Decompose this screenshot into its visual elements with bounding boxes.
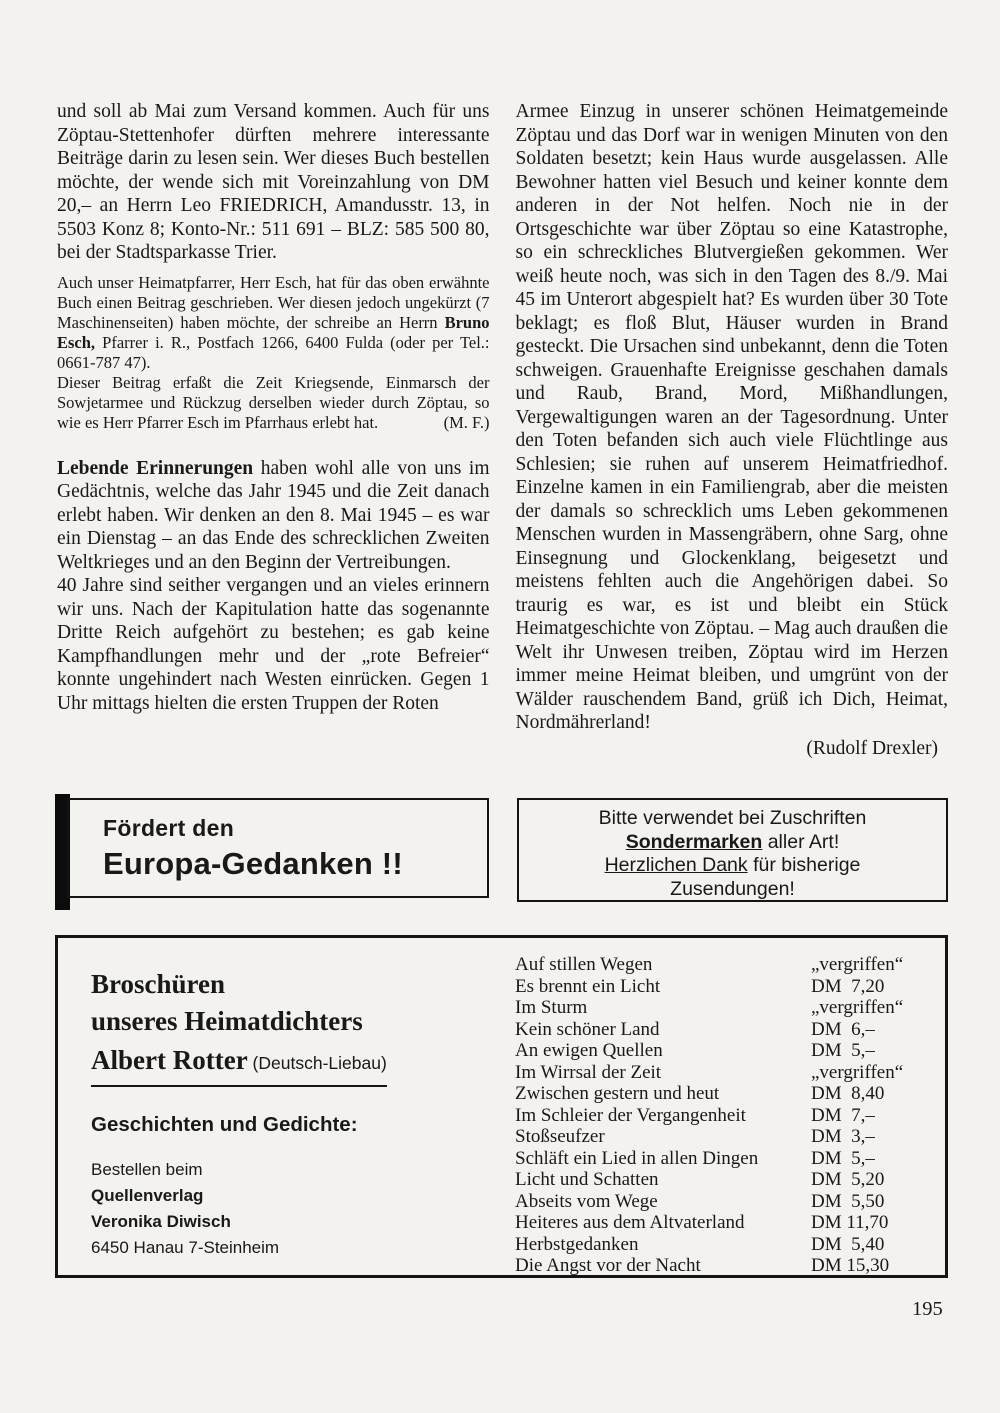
booklet-row — [515, 1169, 923, 1191]
broschueren-heading-1: Broschüren — [91, 969, 226, 999]
booklet-title: Auf stillen Wegen — [515, 954, 653, 975]
note-text-after: Pfarrer i. R., Postfach 1266, 6400 Fulda (oder per Tel.: 0661-787 47). — [57, 332, 490, 372]
sondermarken-box — [517, 798, 948, 902]
paragraph-lead-bold: Lebende Erinnerungen — [57, 457, 254, 479]
booklet-row — [515, 1062, 923, 1084]
paragraph-40-jahre: 40 Jahre sind seither vergangen und an vieles erinnern wir uns. Nach der Kapitulation hatte das sogenannte Dritte Reich aufgehört zu bestehen; es gab keine Kampfhandlungen mehr und der „rote Befreier“ konnte ungehindert nach Westen einrücken. Gegen 1 Uhr mittags hielten die ersten Truppen der Roten — [57, 575, 490, 714]
paragraph-esch-note — [57, 273, 490, 373]
paragraph-esch-note-2 — [57, 373, 490, 433]
booklet-row — [515, 1148, 923, 1170]
booklet-row — [515, 1234, 923, 1256]
sondermarken-line-2 — [519, 831, 946, 855]
paragraph-armee-einzug: Armee Einzug in unserer schönen Heimatgemeinde Zöptau und das Dorf war in wenigen Minuten von den Soldaten besetzt; kein Haus wurde ausgelassen. Alle Bewohner hatten viel Besuch und keiner konnte dem anderen in der Not helfen. Noch nie in der Ortsgeschichte war über Zöptau so eine Katastrophe, so ein schreckliches Blutvergießen gekommen. Wer weiß heute noch, was sich in den Tagen des 8./9. Mai 45 im Unterort abgespielt hat? Es wurden über 30 Tote beklagt; es floß Blut, Häuser wurden in Brand gesteckt. Die Ursachen sind unbekannt, denn die Toten schweigen. Grauenhafte Ereignisse geschahen damals und Raub, Brand, Mord, Mißhandlungen, Vergewaltigungen waren an der Tagesordnung. Unter den Toten befanden sich auch viele Flüchtlinge aus Schlesien; sie ruhen auf unserem Heimatfriedhof. Einzelne kamen in ein Familiengrab, aber die meisten der damals so schrecklich ums Leben gekommenen Menschen wurden in Massengräbern, ohne Sarg, ohne Einsegnung und Glockenklang, beigesetzt und meistens fehlten auch die Angehörigen dabei. So traurig es war, es ist und bleibt ein Stück Heimatgeschichte von Zöptau. – Mag auch draußen die Welt ihr Unwesen treiben, Zöptau wird im Herzen immer meine Heimat bleiben, und umgrünt von der Wälder rauschendem Band, grüß ich Dich, Heimat, Nordmährerland! — [515, 101, 948, 733]
booklet-price: DM 5,50 — [811, 1190, 885, 1212]
booklet-title: Schläft ein Lied in allen Dingen — [515, 1147, 759, 1169]
booklet-row — [515, 997, 923, 1019]
broschueren-ad-box — [55, 935, 948, 1278]
sondermarken-line-3-rest: für bisherige — [747, 854, 861, 876]
sondermarken-line-1: Bitte verwendet bei Zuschriften — [598, 807, 867, 829]
sondermarken-line-2-rest: aller Art! — [762, 830, 840, 853]
europa-line-2: Europa-Gedanken !! — [103, 845, 403, 881]
author-underline — [91, 1043, 387, 1087]
booklet-price: DM 5,– — [811, 1040, 875, 1061]
booklet-row — [515, 1191, 923, 1213]
note-text: Dieser Beitrag erfaßt die Zeit Kriegsende, Einmarsch der Sowjetarmee und Rückzug derselben wieder durch Zöptau, so wie es Herr Pfarrer Esch im Pfarrhaus erlebt hat. — [57, 372, 490, 432]
paragraph-lebende-erinnerungen — [57, 457, 490, 575]
booklet-row — [515, 1126, 923, 1148]
publisher-contact: Veronika Diwisch — [91, 1212, 231, 1231]
herzlichen-dank-underlined: Herzlichen Dank — [604, 854, 748, 876]
booklet-title: Die Angst vor der Nacht — [515, 1255, 701, 1276]
booklet-title: Im Sturm — [515, 997, 588, 1018]
broschueren-subtitle: Geschichten und Gedichte: — [91, 1113, 358, 1136]
broschueren-info — [91, 966, 481, 1261]
booklet-row — [515, 1105, 923, 1127]
booklet-price: DM 6,– — [811, 1018, 875, 1040]
booklet-price: DM 8,40 — [811, 1083, 885, 1104]
booklet-title: Im Schleier der Vergangenheit — [515, 1104, 746, 1126]
booklet-price: DM 15,30 — [811, 1255, 890, 1276]
author-line — [91, 1043, 481, 1087]
booklet-title: Abseits vom Wege — [515, 1190, 658, 1212]
booklet-row — [515, 1040, 923, 1062]
europa-line-1: Fördert den — [103, 814, 235, 841]
booklet-price: DM 7,– — [811, 1104, 875, 1126]
booklet-row — [515, 1212, 923, 1234]
article-body — [57, 100, 948, 760]
booklet-price: DM 7,20 — [811, 975, 885, 997]
sondermarken-line-4: Zusendungen! — [670, 877, 795, 900]
booklet-price-list — [515, 954, 923, 1277]
booklet-row — [515, 1255, 923, 1277]
promo-boxes-row — [55, 798, 948, 902]
booklet-price: DM 5,40 — [811, 1233, 885, 1255]
booklet-row — [515, 1083, 923, 1105]
booklet-title: Kein schöner Land — [515, 1018, 660, 1040]
right-column — [516, 100, 949, 760]
booklet-title: Im Wirrsal der Zeit — [515, 1061, 662, 1083]
publisher-name: Quellenverlag — [91, 1186, 204, 1205]
author-origin: (Deutsch-Liebau) — [247, 1053, 387, 1073]
booklet-price: „vergriffen“ — [811, 954, 904, 975]
booklet-price: DM 5,– — [811, 1147, 875, 1169]
paragraph-text: haben wohl alle von uns im Gedächtnis, welche das Jahr 1945 und die Zeit danach erlebt haben. Wir denken an den 8. Mai 1945 – es war ein Dienstag – an das Ende des schrecklichen Zweiten Weltkrieges und an den Beginn der Vertreibungen. — [57, 457, 490, 573]
initials-signature: (M. F.) — [443, 412, 490, 432]
booklet-price: DM 11,70 — [811, 1212, 889, 1233]
europa-gedanken-box — [55, 798, 489, 902]
left-column — [57, 100, 490, 760]
page-number: 195 — [912, 1298, 943, 1320]
note-bold-name: Bruno Esch, — [57, 312, 490, 352]
booklet-row — [515, 976, 923, 998]
booklet-row — [515, 954, 923, 976]
sondermarken-keyword: Sondermarken — [625, 830, 763, 853]
booklet-price: DM 5,20 — [811, 1169, 885, 1190]
sondermarken-line-3 — [519, 854, 946, 878]
paragraph-order-info: und soll ab Mai zum Versand kommen. Auch für uns Zöptau-Stettenhofer dürften mehrere interessante Beiträge darin zu lesen sein. Wer dieses Buch bestellen möchte, der wende sich mit Voreinzahlung von DM 20,– an Herrn Leo FRIEDRICH, Amandusstr. 13, in 5503 Konz 8; Konto-Nr.: 511 691 – BLZ: 585 500 80, bei der Stadtsparkasse Trier. — [57, 101, 490, 263]
broschueren-heading-2: unseres Heimatdichters — [91, 1006, 363, 1036]
booklet-title: Heiteres aus dem Altvaterland — [515, 1212, 745, 1233]
booklet-title: Stoßseufzer — [515, 1126, 605, 1147]
order-note: Bestellen beim — [91, 1160, 203, 1179]
note-text: Auch unser Heimatpfarrer, Herr Esch, hat für das oben erwähnte Buch einen Beitrag geschrieben. Wer diesen jedoch ungekürzt (7 Maschinenseiten) haben möchte, der schreibe an Herrn — [57, 272, 490, 332]
booklet-price: „vergriffen“ — [811, 997, 904, 1018]
booklet-price: „vergriffen“ — [811, 1061, 904, 1083]
booklet-title: Es brennt ein Licht — [515, 975, 661, 997]
publisher-address: 6450 Hanau 7-Steinheim — [91, 1238, 280, 1257]
booklet-title: Licht und Schatten — [515, 1169, 659, 1190]
author-name: Albert Rotter — [91, 1045, 248, 1075]
booklet-title: An ewigen Quellen — [515, 1040, 663, 1061]
booklet-price: DM 3,– — [811, 1126, 875, 1147]
booklet-row — [515, 1019, 923, 1041]
europa-frame — [67, 798, 489, 898]
booklet-title: Herbstgedanken — [515, 1233, 639, 1255]
booklet-title: Zwischen gestern und heut — [515, 1083, 720, 1104]
author-signature: (Rudolf Drexler) — [806, 737, 938, 759]
